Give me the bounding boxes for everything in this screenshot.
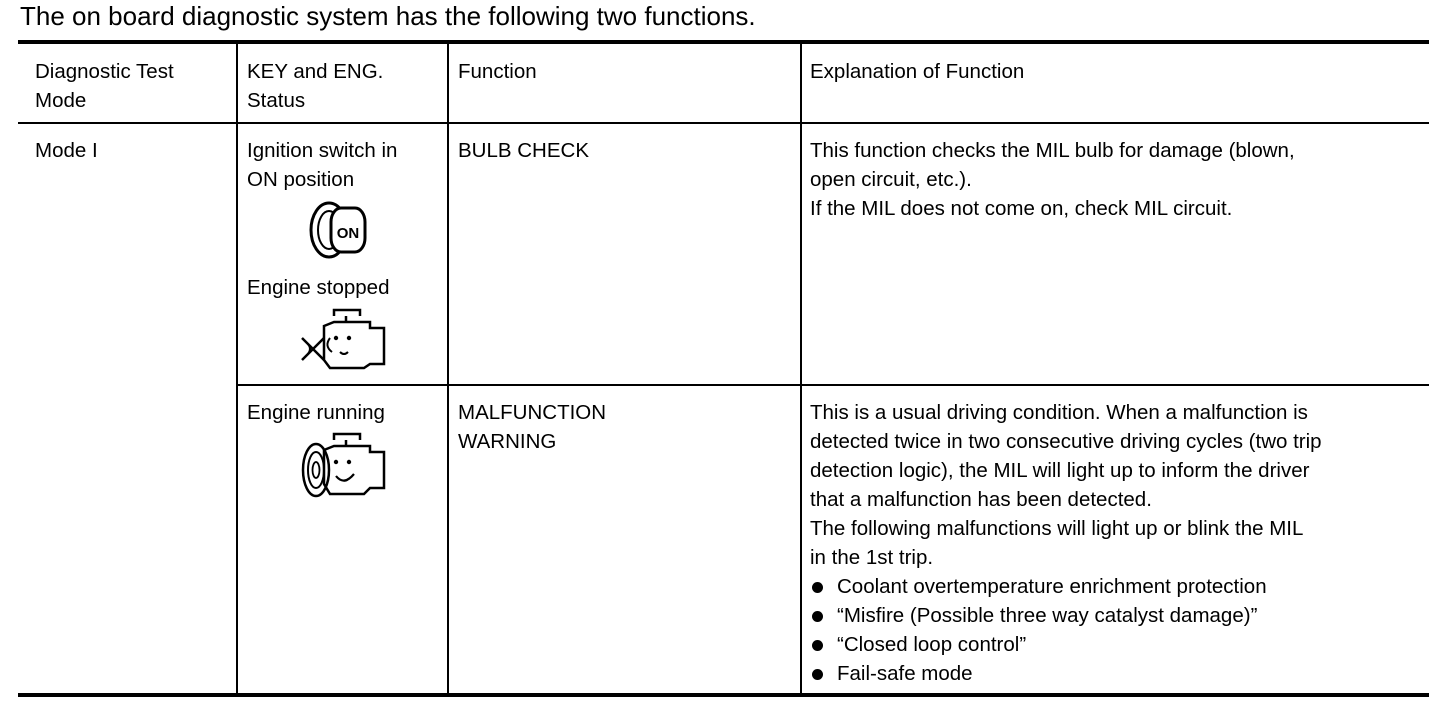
list-item bbox=[810, 572, 1322, 601]
list-item bbox=[810, 601, 1322, 630]
row2-function-line1: MALFUNCTION bbox=[458, 401, 607, 424]
intro-text: The on board diagnostic system has the following two functions. bbox=[20, 1, 756, 31]
row1-status-line1: Ignition switch in bbox=[247, 139, 398, 162]
row1-explanation bbox=[810, 136, 1295, 223]
column-divider-1 bbox=[236, 44, 238, 697]
list-item-text: Fail-safe mode bbox=[837, 662, 973, 685]
diagnostic-table bbox=[18, 40, 1429, 697]
row1-status-line3: Engine stopped bbox=[247, 276, 390, 299]
row1-status-line2: ON position bbox=[247, 168, 355, 191]
header-mode-line1: Diagnostic Test bbox=[35, 60, 174, 83]
bullet-dot-icon bbox=[812, 582, 823, 593]
column-divider-2 bbox=[447, 44, 449, 697]
row2-status-label: Engine running bbox=[247, 401, 385, 424]
ignition-key-on-icon bbox=[307, 196, 371, 262]
header-status-line1: KEY and ENG. bbox=[247, 60, 384, 83]
row1-status-text-top bbox=[247, 136, 397, 194]
list-item-text: “Closed loop control” bbox=[837, 633, 1027, 656]
engine-running-icon bbox=[296, 432, 390, 506]
row1-explanation-line2: open circuit, etc.). bbox=[810, 168, 972, 191]
row2-explanation-line2: detected twice in two consecutive driving cycles (two trip bbox=[810, 430, 1322, 453]
list-item-text: Coolant overtemperature enrichment protection bbox=[837, 575, 1267, 598]
header-explanation-label: Explanation of Function bbox=[810, 60, 1025, 83]
mode-label: Mode I bbox=[35, 139, 98, 162]
header-explanation bbox=[810, 57, 1024, 86]
row1-function bbox=[458, 136, 589, 165]
list-item bbox=[810, 630, 1322, 659]
header-function bbox=[458, 57, 537, 86]
header-divider bbox=[18, 122, 1429, 124]
key-on-text: ON bbox=[336, 225, 360, 242]
row2-explanation bbox=[810, 398, 1322, 688]
header-mode-line2: Mode bbox=[35, 89, 87, 112]
row-divider bbox=[236, 384, 1429, 386]
row2-status bbox=[247, 398, 385, 427]
mode-cell bbox=[35, 136, 98, 165]
row2-explanation-line4: that a malfunction has been detected. bbox=[810, 488, 1152, 511]
engine-stopped-icon bbox=[296, 308, 390, 374]
header-status-line2: Status bbox=[247, 89, 306, 112]
list-item-text: “Misfire (Possible three way catalyst damage)” bbox=[837, 604, 1258, 627]
bullet-dot-icon bbox=[812, 611, 823, 622]
row1-status-text-bottom bbox=[247, 273, 389, 302]
malfunction-list bbox=[810, 572, 1322, 688]
header-mode bbox=[35, 57, 174, 115]
row1-explanation-line3: If the MIL does not come on, check MIL circuit. bbox=[810, 197, 1233, 220]
row2-explanation-line5: The following malfunctions will light up or blink the MIL bbox=[810, 517, 1304, 540]
row1-explanation-line1: This function checks the MIL bulb for damage (blown, bbox=[810, 139, 1295, 162]
bullet-dot-icon bbox=[812, 669, 823, 680]
row2-function bbox=[458, 398, 606, 456]
list-item bbox=[810, 659, 1322, 688]
row2-explanation-line1: This is a usual driving condition. When a malfunction is bbox=[810, 401, 1308, 424]
row1-function-label: BULB CHECK bbox=[458, 139, 590, 162]
row2-explanation-line3: detection logic), the MIL will light up to inform the driver bbox=[810, 459, 1310, 482]
bullet-dot-icon bbox=[812, 640, 823, 651]
row2-function-line2: WARNING bbox=[458, 430, 557, 453]
row2-explanation-line6: in the 1st trip. bbox=[810, 546, 934, 569]
header-status bbox=[247, 57, 383, 115]
header-function-label: Function bbox=[458, 60, 537, 83]
column-divider-3 bbox=[800, 44, 802, 697]
